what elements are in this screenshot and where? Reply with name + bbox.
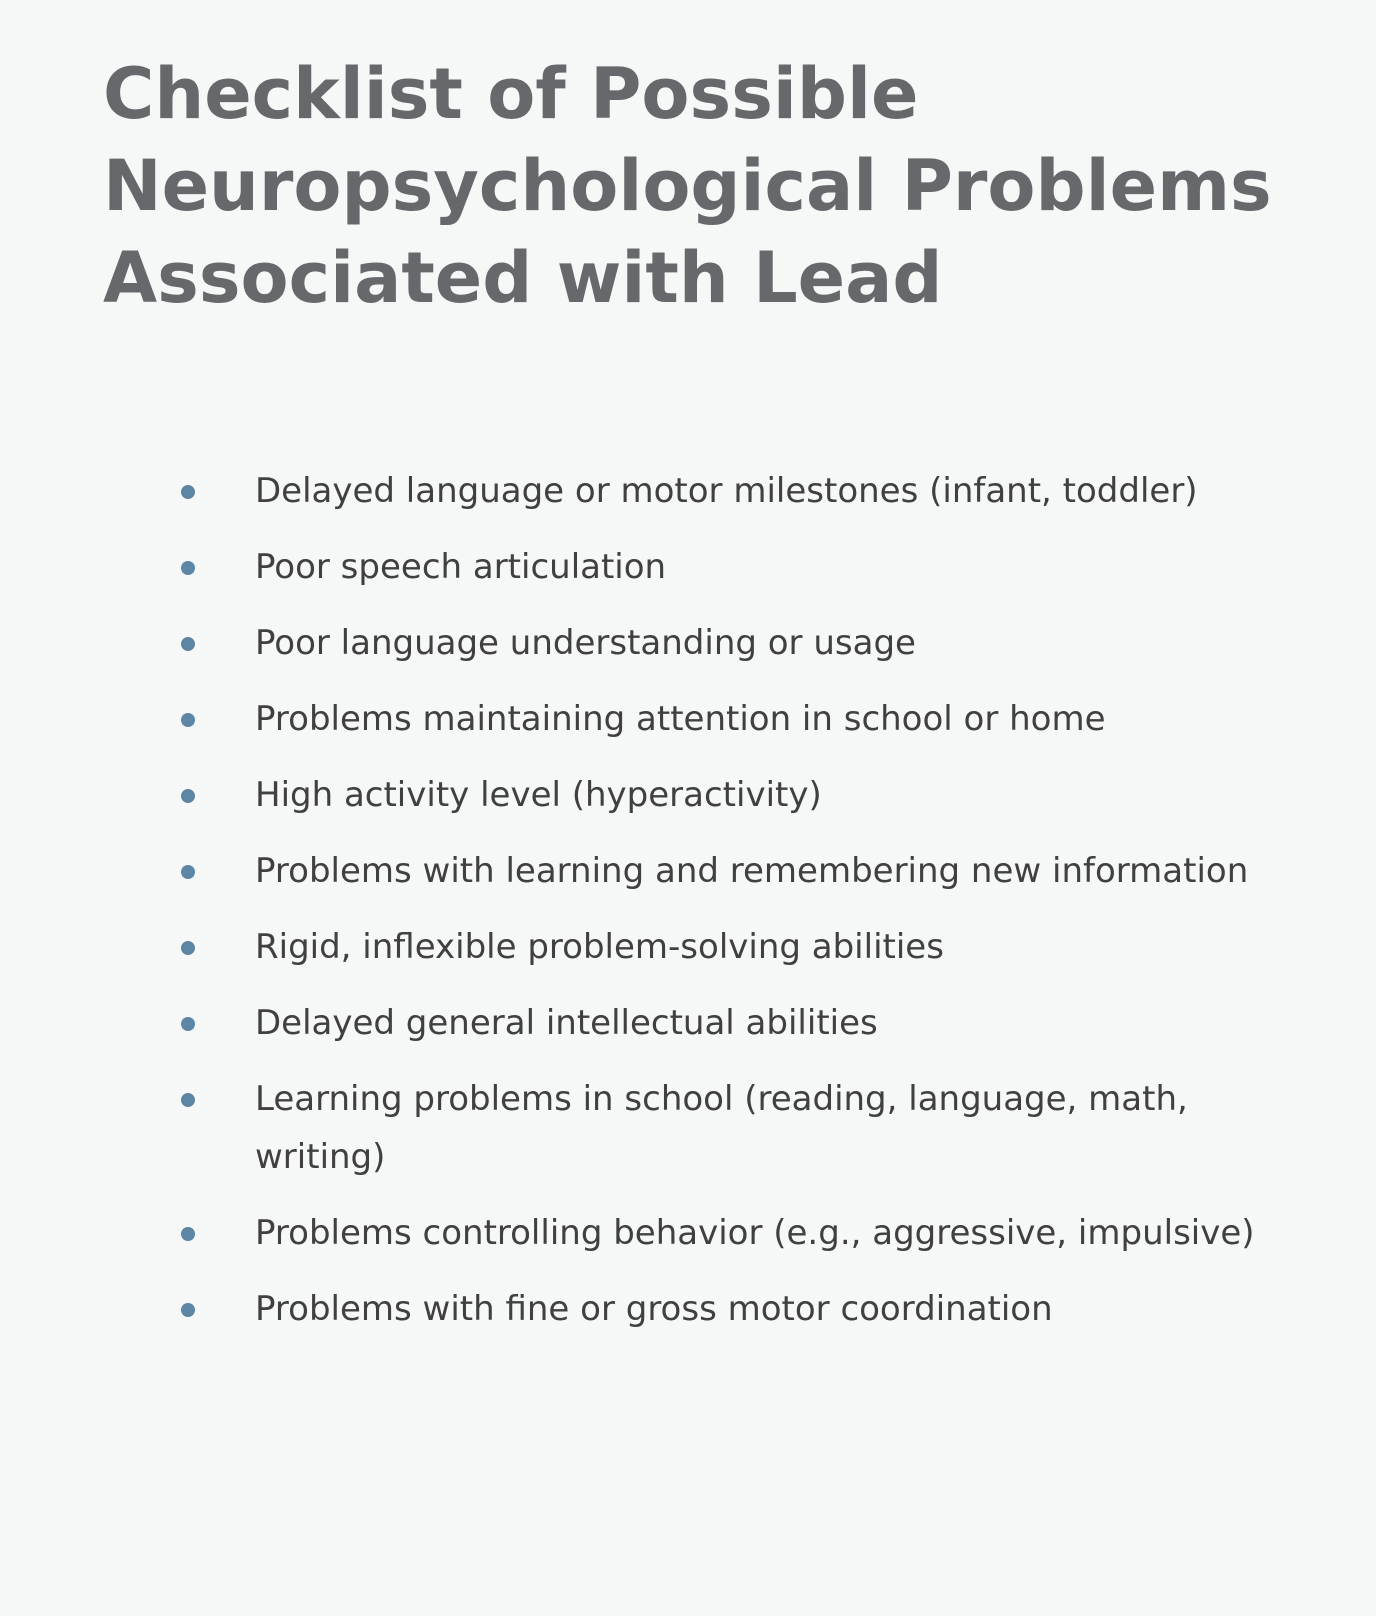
bullet-icon: [181, 1017, 195, 1031]
bullet-icon: [181, 1303, 195, 1317]
bullet-icon: [181, 1093, 195, 1107]
list-item: [0, 766, 1265, 824]
bullet-icon: [181, 637, 195, 651]
list-item: [0, 614, 1265, 672]
list-item: [0, 918, 1265, 976]
checklist: [0, 462, 1376, 1356]
list-item: [0, 538, 1265, 596]
bullet-icon: [181, 561, 195, 575]
list-item: [0, 690, 1265, 748]
list-item: [0, 462, 1265, 520]
list-item-text: Rigid, inflexible problem-solving abilities: [255, 927, 944, 967]
bullet-icon: [181, 485, 195, 499]
list-item: [0, 994, 1265, 1052]
bullet-icon: [181, 941, 195, 955]
list-item-text: Problems controlling behavior (e.g., aggressive, impulsive): [255, 1213, 1255, 1253]
bullet-icon: [181, 865, 195, 879]
list-item-text: Problems with learning and remembering new information: [255, 851, 1249, 891]
list-item-text: Delayed general intellectual abilities: [255, 1003, 878, 1043]
list-item-text: Poor speech articulation: [255, 547, 667, 587]
list-item: [0, 1204, 1265, 1262]
bullet-icon: [181, 1227, 195, 1241]
list-item-text: Poor language understanding or usage: [255, 623, 916, 663]
list-item: [0, 1070, 1265, 1186]
list-item: [0, 842, 1265, 900]
list-item-text: Problems maintaining attention in school or home: [255, 699, 1106, 739]
page-title: Checklist of Possible Neuropsychological Problems Associated with Lead: [103, 53, 1272, 319]
list-item-text: Learning problems in school (reading, language, math, writing): [255, 1079, 1188, 1177]
list-item-text: High activity level (hyperactivity): [255, 775, 822, 815]
list-item-text: Delayed language or motor milestones (infant, toddler): [255, 471, 1198, 511]
list-item-text: Problems with fine or gross motor coordination: [255, 1289, 1053, 1329]
bullet-icon: [181, 713, 195, 727]
list-item: [0, 1280, 1265, 1338]
bullet-icon: [181, 789, 195, 803]
